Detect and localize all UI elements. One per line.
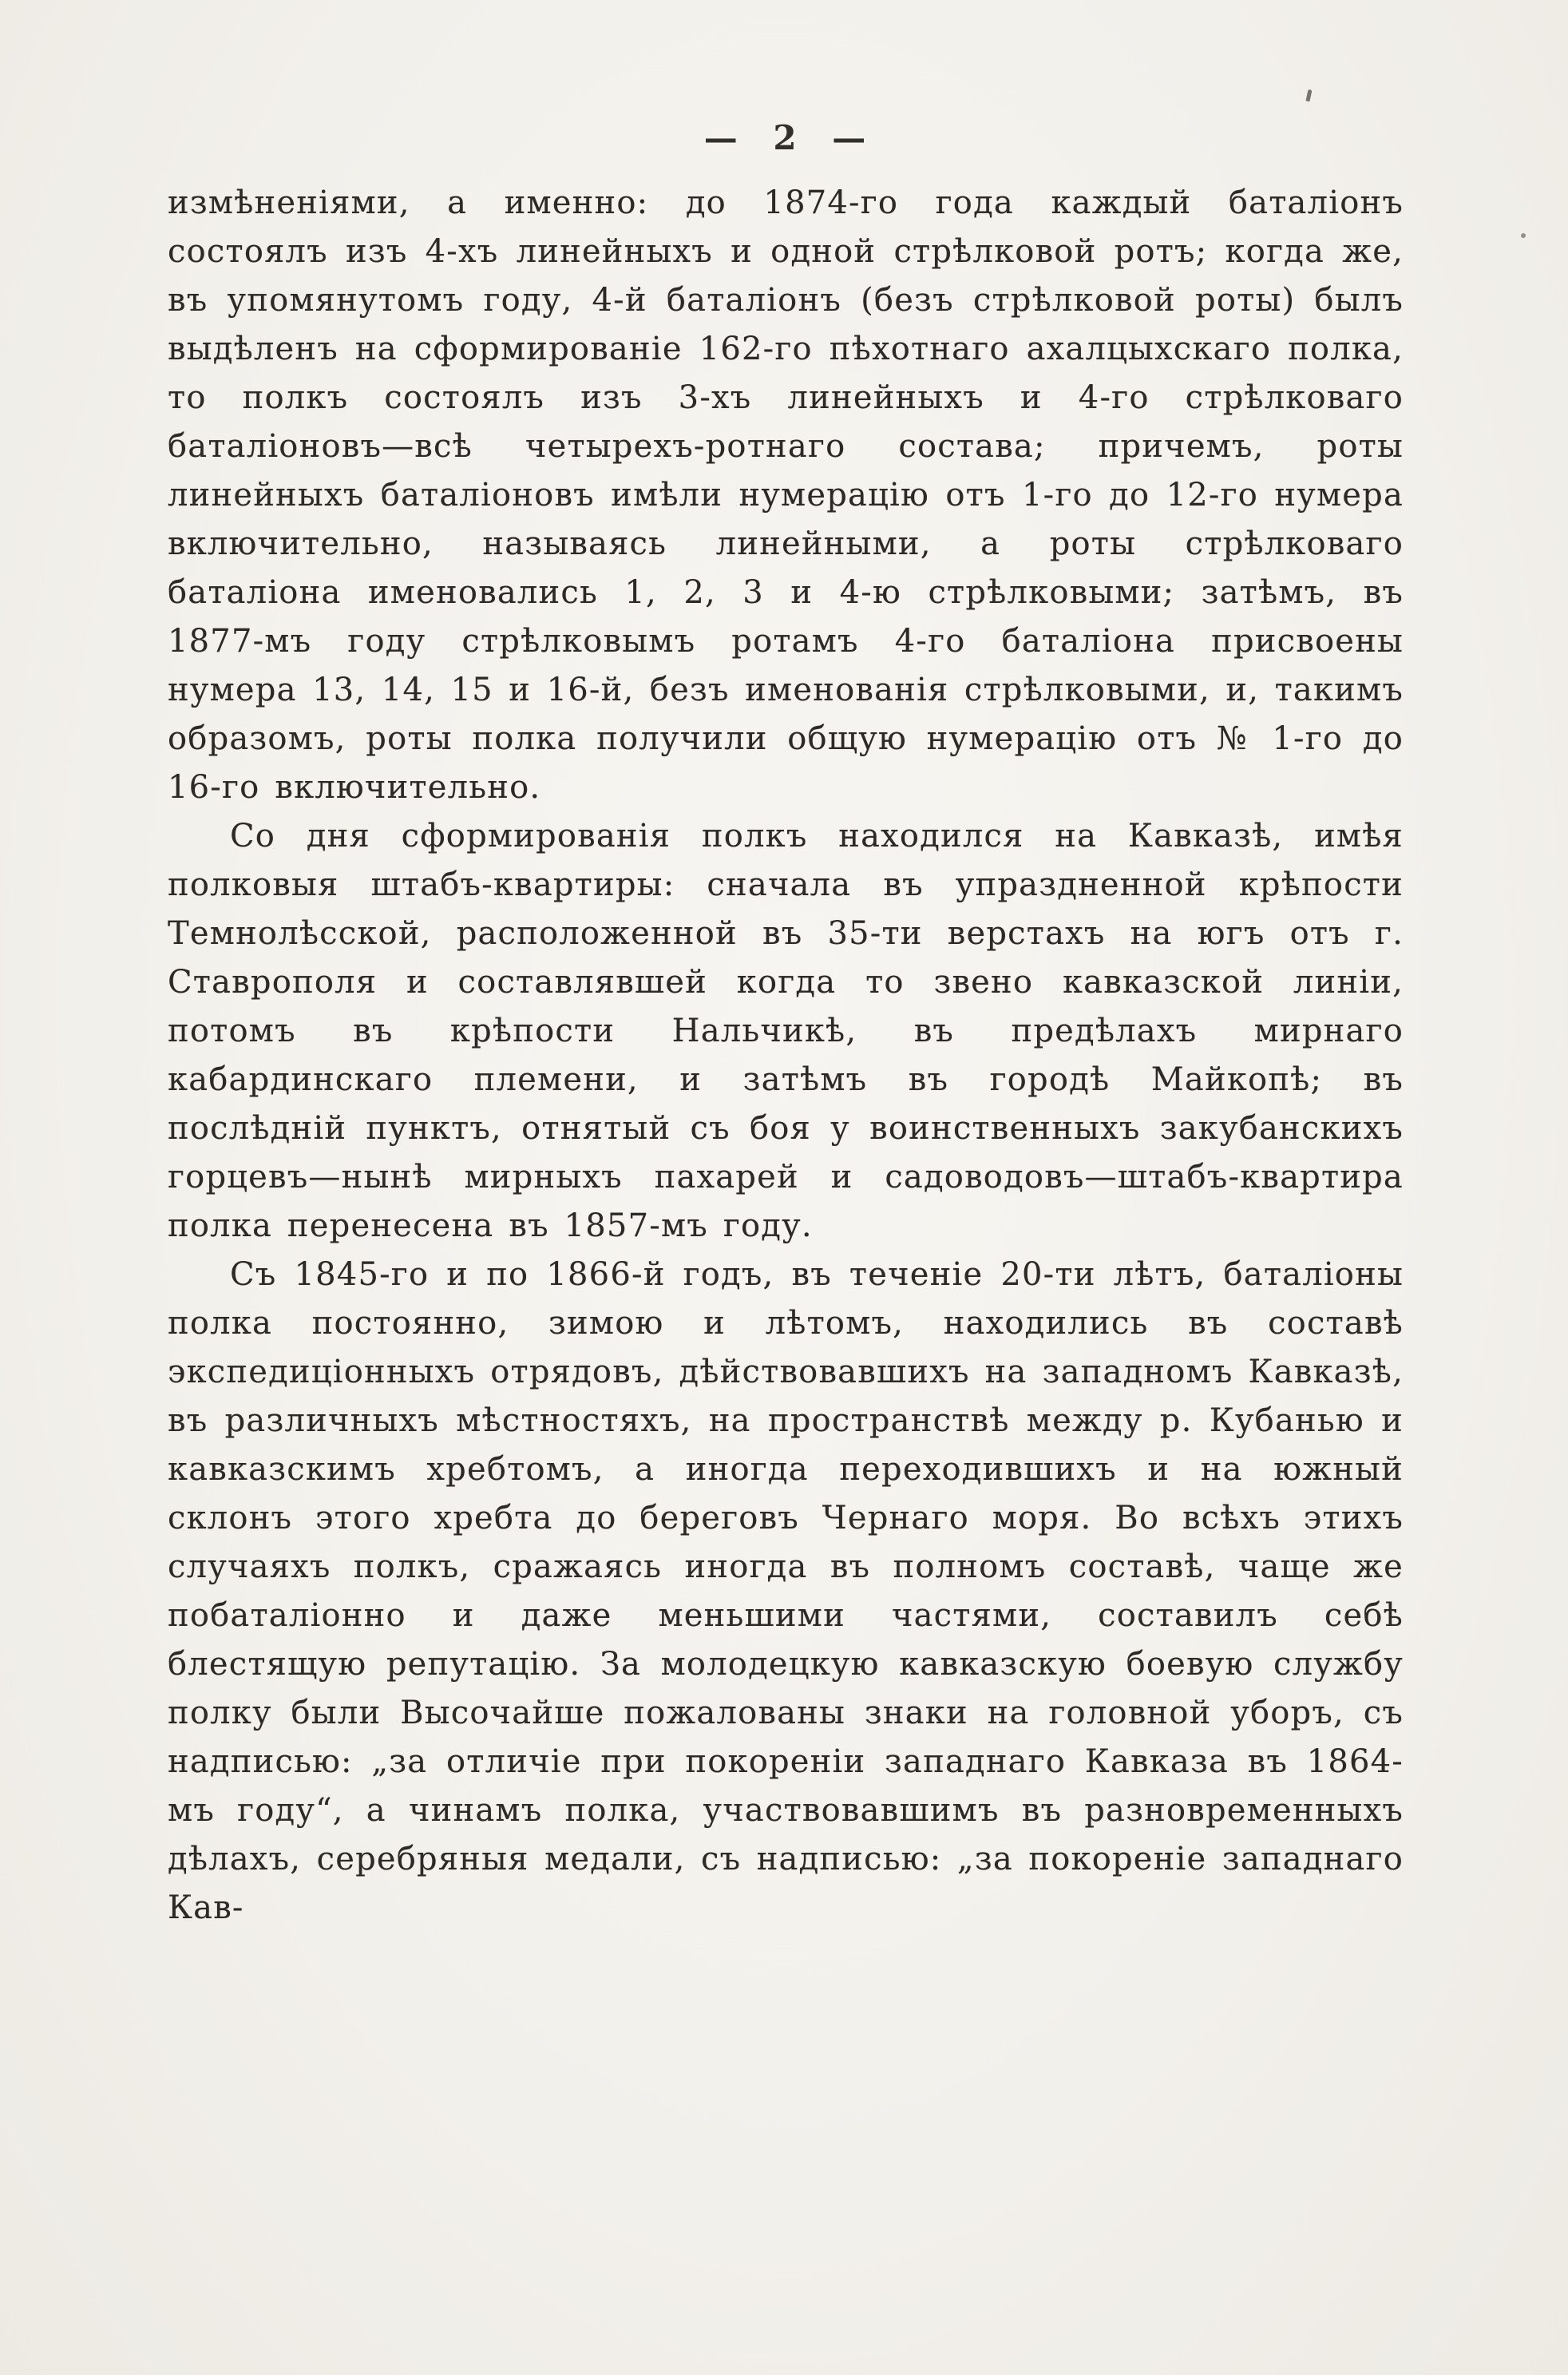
scan-artifact-mark — [1305, 89, 1312, 102]
paragraph-2: Со дня сформированія полкъ находился на Кавказѣ, имѣя полковыя штабъ-квартиры: сначала въ упраздненной крѣпости Темнолѣсской, расположенной въ 35-ти верстахъ на югъ отъ г. Ставрополя и составлявшей когда то звено кавказской линіи, потомъ въ крѣпости Нальчикѣ, въ предѣлахъ мирнаго кабардинскаго племени, и затѣмъ въ городѣ Майкопѣ; въ послѣдній пунктъ, отнятый съ боя у воинственныхъ закубанскихъ горцевъ—нынѣ мирныхъ пахарей и садоводовъ—штабъ-квартира полка перенесена въ 1857-мъ году. — [168, 818, 1404, 1244]
page-number: — 2 — — [703, 118, 868, 157]
body-text — [168, 179, 1404, 1933]
paragraph-1: измѣненіями, а именно: до 1874-го года каждый баталіонъ состоялъ изъ 4-хъ линейныхъ и одной стрѣлковой ротъ; когда же, въ упомянутомъ году, 4-й баталіонъ (безъ стрѣлковой роты) былъ выдѣленъ на сформированіе 162-го пѣхотнаго ахалцыхскаго полка, то полкъ состоялъ изъ 3-хъ линейныхъ и 4-го стрѣлковаго баталіоновъ—всѣ четырехъ-ротнаго состава; причемъ, роты линейныхъ баталіоновъ имѣли нумерацію отъ 1-го до 12-го нумера включительно, называясь линейными, а роты стрѣлковаго баталіона именовались 1, 2, 3 и 4-ю стрѣлковыми; затѣмъ, въ 1877-мъ году стрѣлковымъ ротамъ 4-го баталіона присвоены нумера 13, 14, 15 и 16-й, безъ именованія стрѣлковыми, и, такимъ образомъ, роты полка получили общую нумерацію отъ № 1-го до 16-го включительно. — [168, 184, 1404, 806]
paragraph-3: Съ 1845-го и по 1866-й годъ, въ теченіе 20-ти лѣтъ, баталіоны полка постоянно, зимою и лѣтомъ, находились въ составѣ экспедиціонныхъ отрядовъ, дѣйствовавшихъ на западномъ Кавказѣ, въ различныхъ мѣстностяхъ, на пространствѣ между р. Кубанью и кавказскимъ хребтомъ, а иногда переходившихъ и на южный склонъ этого хребта до береговъ Чернаго моря. Во всѣхъ этихъ случаяхъ полкъ, сражаясь иногда въ полномъ составѣ, чаще же побаталіонно и даже меньшими частями, составилъ себѣ блестящую репутацію. За молодецкую кавказскую боевую службу полку были Высочайше пожалованы знаки на головной уборъ, съ надписью: „за отличіе при покореніи западнаго Кавказа въ 1864-мъ году“, а чинамъ полка, участвовавшимъ въ разновременныхъ дѣлахъ, серебряныя медали, съ надписью: „за покореніе западнаго Кав- — [168, 1256, 1404, 1926]
scan-artifact-dot — [1521, 233, 1526, 238]
